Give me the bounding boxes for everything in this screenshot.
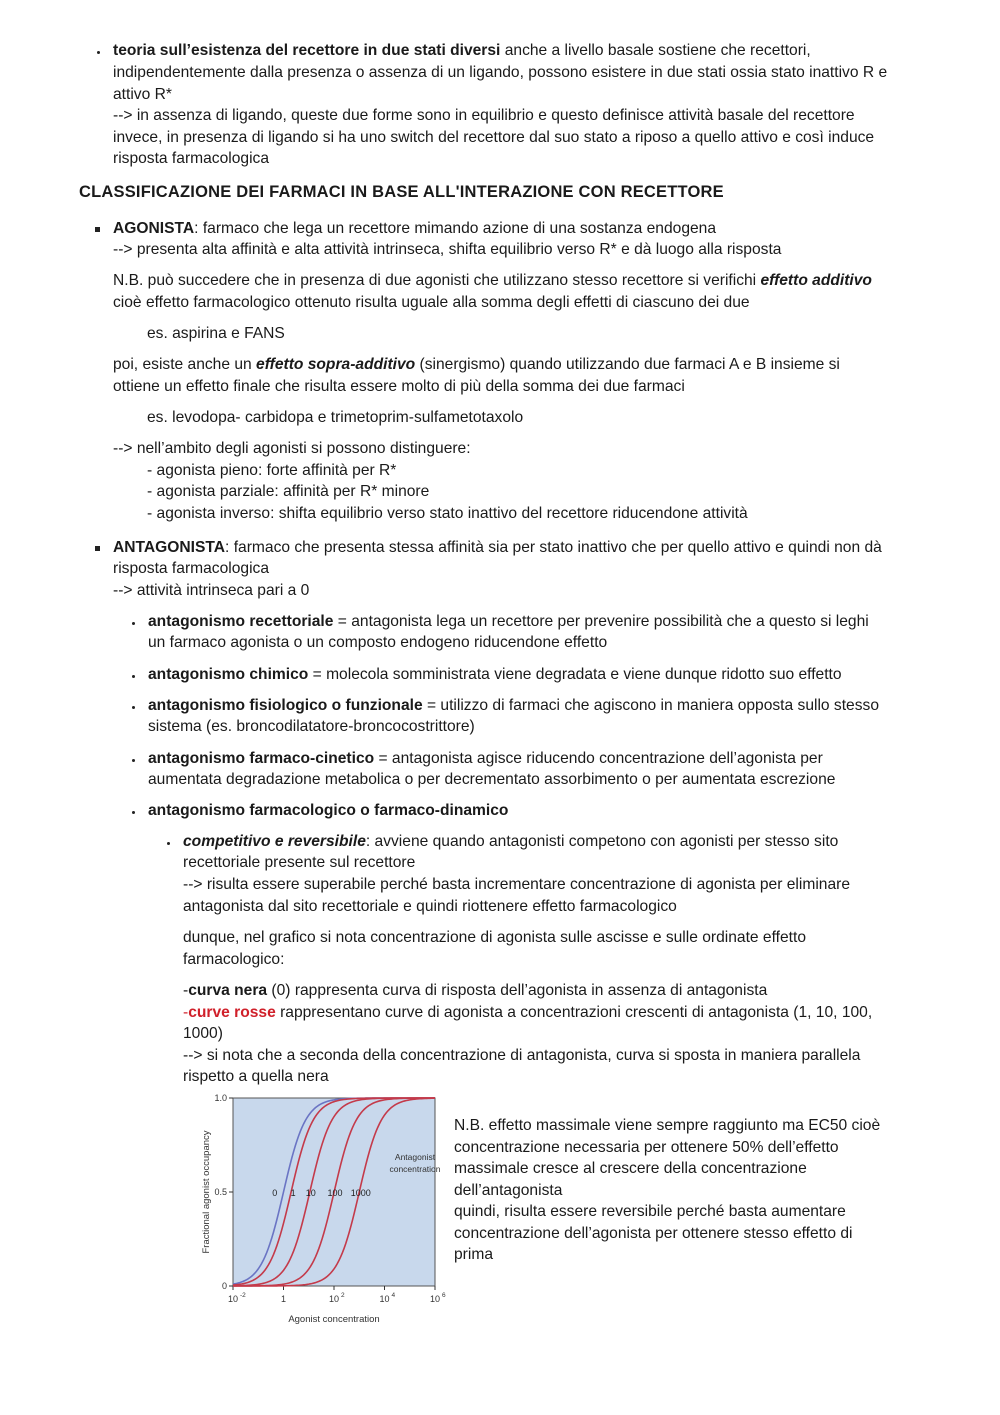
x-tick-label: 10 (379, 1294, 390, 1304)
legend-title-line-1: Antagonist (394, 1152, 436, 1162)
nb-additivo-2: cioè effetto farmacologico ottenuto risulta uguale alla somma degli effetti di ciascuno dei due (113, 294, 750, 311)
agonista-def: : farmaco che lega un recettore mimando azione di una sostanza endogena (194, 220, 717, 237)
antagonista-label: ANTAGONISTA (113, 539, 226, 556)
sposta-line-1: --> si nota che a seconda della concentrazione di antagonista, curva si sposta in maniera parallela (183, 1047, 861, 1064)
antagonista-line-3: --> attività intrinseca pari a 0 (113, 582, 310, 599)
effetto-sopra-additivo: effetto sopra-additivo (256, 356, 416, 373)
x-tick-label: 10 (227, 1294, 239, 1304)
farmacocinetico-def: = antagonista agisce riducendo concentrazione dell’agonista per (374, 750, 823, 767)
fisiologico-def: = utilizzo di farmaci che agiscono in maniera opposta sullo stesso (422, 697, 879, 714)
side-note-4: dell’antagonista (454, 1182, 563, 1199)
bullet-dot (132, 759, 135, 762)
x-tick-exponent: 2 (341, 1292, 345, 1299)
intro-line-1 (113, 40, 811, 62)
curve-label-1: 1 (290, 1188, 296, 1198)
x-axis-label: Agonist concentration (288, 1314, 380, 1325)
antagonista-line-2: risposta farmacologica (113, 560, 270, 577)
farmacocinetico-term: antagonismo farmaco-cinetico (148, 750, 375, 767)
chimico-line (148, 664, 842, 686)
chimico-term: antagonismo chimico (148, 666, 309, 683)
nb-additivo-1 (113, 270, 872, 292)
curva-nera-def: (0) rappresenta curva di risposta dell’agonista in assenza di antagonista (267, 982, 768, 999)
agonist-type-pieno: - agonista pieno: forte affinità per R* (147, 462, 397, 479)
fisiologico-line-2: sistema (es. broncodilatatore-broncocostrittore) (148, 718, 475, 735)
intro-line-2: indipendentemente dalla presenza o assenza di un ligando, possono esistere in due stati ossia stato inattivo R e (113, 64, 888, 81)
competitivo-line-1 (183, 831, 838, 853)
curve-label-10: 10 (305, 1188, 316, 1198)
y-tick-label: 1.0 (214, 1093, 227, 1103)
bullet-dot (132, 811, 135, 814)
curve-rosse-def: rappresentano curve di agonista a concentrazioni crescenti di antagonista (1, 10, 100, (275, 1004, 873, 1021)
example-2: es. levodopa- carbidopa e trimetoprim-sulfametotaxolo (147, 409, 524, 426)
recettoriale-line-1 (148, 611, 869, 633)
example-1: es. aspirina e FANS (147, 325, 285, 342)
sop-text-b: (sinergismo) quando utilizzando due farmaci A e B insieme si (415, 356, 840, 373)
curve-label-1000: 1000 (350, 1188, 371, 1198)
competitivo-def: : avviene quando antagonisti competono con agonisti per stesso sito (365, 833, 839, 850)
recettoriale-line-2: un farmaco agonista o un composto endogeno riducendone effetto (148, 634, 608, 651)
bullet-dot (132, 706, 135, 709)
x-tick-label: 10 (429, 1294, 441, 1304)
bullet-dot (97, 51, 100, 54)
intro-bold: teoria sull’esistenza del recettore in due stati diversi (113, 42, 501, 59)
side-note-3: massimale cresce al crescere della concentrazione (454, 1160, 807, 1177)
legend-title-line-2: concentration (389, 1164, 441, 1174)
curve-rosse-term: curve rosse (188, 1004, 276, 1021)
side-note-6: concentrazione dell’agonista per ottenere stesso effetto di (454, 1225, 853, 1242)
agonista-line-2: --> presenta alta affinità e alta attività intrinseca, shifta equilibrio verso R* e dà luogo alla risposta (113, 241, 782, 258)
x-tick-label: 10 (328, 1294, 340, 1304)
y-tick-label: 0.5 (214, 1187, 227, 1197)
agonist-type-inverso: - agonista inverso: shifta equilibrio verso stato inattivo del recettore riducendone attività (147, 505, 748, 522)
side-note-7: prima (454, 1246, 493, 1263)
recettoriale-def: = antagonista lega un recettore per prevenire possibilità che a questo si leghi (333, 613, 869, 630)
sopra-additivo-1 (113, 354, 840, 376)
sop-text-a: poi, esiste anche un (113, 356, 257, 373)
x-tick-exponent: 6 (442, 1292, 446, 1299)
fisiologico-line-1 (148, 695, 879, 717)
dash: - (183, 982, 189, 999)
curva-nera-term: curva nera (188, 982, 268, 999)
intro-line-3: attivo R* (113, 86, 172, 103)
competitivo-line-2: recettoriale presente sul recettore (183, 854, 416, 871)
grafico-line-2: farmacologico: (183, 951, 285, 968)
dash-red: - (183, 1004, 189, 1021)
competitivo-line-3: --> risulta essere superabile perché basta incrementare concentrazione di agonista per eliminare (183, 876, 850, 893)
side-note-1: N.B. effetto massimale viene sempre raggiunto ma EC50 cioè (454, 1117, 881, 1134)
sopra-additivo-2: ottiene un effetto finale che risulta essere molto di più della somma dei due farmaci (113, 378, 685, 395)
agonist-type-parziale: - agonista parziale: affinità per R* minore (147, 483, 430, 500)
occupancy-chart (195, 1090, 450, 1335)
x-tick-exponent: 4 (391, 1292, 396, 1299)
bullet-dot (132, 675, 135, 678)
curve-label-0: 0 (272, 1188, 278, 1198)
agonista-line-1 (113, 218, 716, 240)
curve-rosse-line (183, 1002, 872, 1024)
farmacocinetico-line-1 (148, 748, 823, 770)
bullet-square (95, 546, 100, 551)
intro-line-4: --> in assenza di ligando, queste due forme sono in equilibrio e questo definisce attività basale del recettore (113, 107, 855, 124)
agonista-label: AGONISTA (113, 220, 195, 237)
side-note-5: quindi, risulta essere reversibile perché basta aumentare (454, 1203, 846, 1220)
competitivo-line-4: antagonista dal sito recettoriale e quindi riottenere effetto farmacologico (183, 898, 677, 915)
y-axis-label: Fractional agonist occupancy (201, 1130, 212, 1254)
intro-line-5: invece, in presenza di ligando si ha uno switch del recettore dal suo stato a riposo a quello attivo e così induce (113, 129, 875, 146)
farmacocinetico-line-2: aumentata degradazione metabolica o per decrementato assorbimento o per aumentata escrezione (148, 771, 836, 788)
antagonista-line-1 (113, 537, 882, 559)
curve-label-100: 100 (327, 1188, 343, 1198)
chimico-def: = molecola somministrata viene degradata e viene dunque ridotto suo effetto (308, 666, 842, 683)
y-tick-label: 0 (221, 1281, 227, 1291)
intro-text: anche a livello basale sostiene che recettori, (500, 42, 811, 59)
competitivo-term: competitivo e reversibile (183, 833, 366, 850)
curva-nera-line (183, 980, 767, 1002)
bullet-dot (167, 842, 170, 845)
fisiologico-term: antagonismo fisiologico o funzionale (148, 697, 423, 714)
bullet-square (95, 227, 100, 232)
bullet-dot (132, 622, 135, 625)
distinguere-line: --> nell’ambito degli agonisti si possono distinguere: (113, 440, 471, 457)
recettoriale-term: antagonismo recettoriale (148, 613, 334, 630)
side-note-2: concentrazione necessaria per ottenere 50% dell’effetto (454, 1139, 839, 1156)
sposta-line-2: rispetto a quella nera (183, 1068, 329, 1085)
nb-text: N.B. può succedere che in presenza di due agonisti che utilizzano stesso recettore si verifichi (113, 272, 761, 289)
intro-line-6: risposta farmacologica (113, 150, 270, 167)
farmacodinamico-term: antagonismo farmacologico o farmaco-dinamico (148, 802, 509, 819)
effetto-additivo: effetto additivo (760, 272, 872, 289)
x-tick-exponent: -2 (240, 1292, 246, 1299)
section-heading: CLASSIFICAZIONE DEI FARMACI IN BASE ALL'INTERAZIONE CON RECETTORE (79, 183, 724, 201)
curve-rosse-line-2: 1000) (183, 1025, 223, 1042)
grafico-line-1: dunque, nel grafico si nota concentrazione di agonista sulle ascisse e sulle ordinate effetto (183, 929, 806, 946)
antagonista-def: : farmaco che presenta stessa affinità sia per stato inattivo che per quello attivo e quindi non dà (225, 539, 882, 556)
x-tick-label: 1 (280, 1294, 287, 1304)
